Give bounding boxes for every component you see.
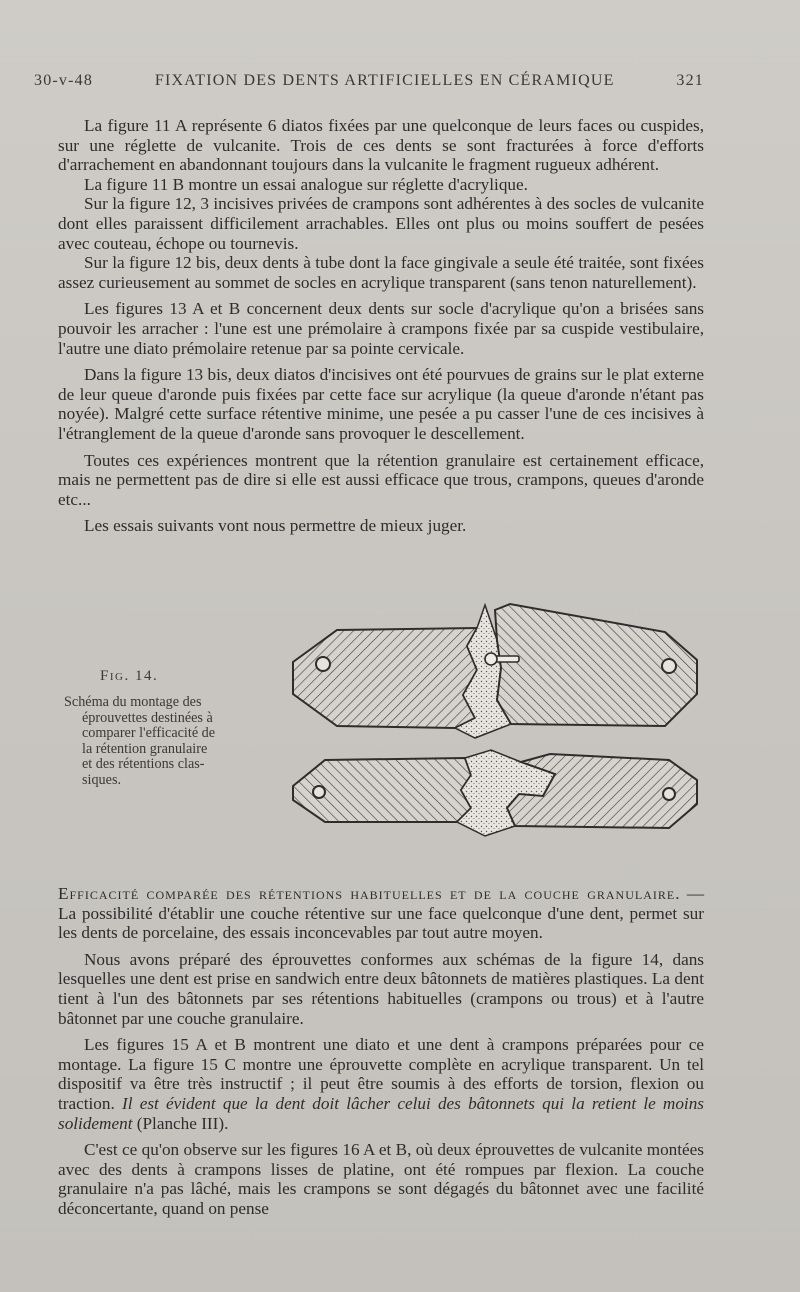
para-15-end: (Planche III). — [132, 1113, 229, 1133]
running-head — [34, 72, 704, 90]
section-first-paragraph: La possibilité d'établir une couche rétentive sur une face quelconque d'une dent, permet sur les dents de porcelaine, des essais inconcevables par tout autre moyen. — [58, 903, 704, 943]
rod-hole — [313, 786, 325, 798]
lower-text — [58, 884, 704, 1219]
paragraph: Dans la figure 13 bis, deux diatos d'incisives ont été pourvues de grains sur le plat externe de leur queue d'aronde puis fixées par cette face sur acrylique (la queue d'aronde n'étant pas noyée). Malgré cette surface rétentive minime, une pesée a pu casser l'une de ces incisives à l'étranglement de la queue d'aronde sans provoquer le descellement. — [58, 365, 704, 443]
figure-caption-text — [64, 695, 269, 789]
caption-line: la rétention granulaire — [82, 740, 208, 757]
para-15-main: Les figures 15 A et B montrent une diato et une dent à crampons préparées pour ce montage. La figure 15 C montre une éprouvette complète en acrylique transparent. Un tel dispositif va être très instructif ; il peut être soumis à des efforts de torsion, flexion ou traction. — [58, 1035, 704, 1113]
section-paragraph — [58, 884, 704, 943]
figure-caption — [64, 668, 269, 789]
paragraph: Sur la figure 12, 3 incisives privées de crampons sont adhérentes à des socles de vulcanite dont elles paraissent difficilement arrachables. Elles ont plus ou moins souffert de pesées avec couteau, échope ou tournevis. — [58, 194, 704, 253]
upper-specimen — [293, 604, 697, 738]
caption-line: comparer l'efficacité de — [82, 725, 216, 742]
figure-14-diagram — [285, 590, 705, 840]
lower-specimen — [293, 750, 697, 836]
paragraph: Les figures 13 A et B concernent deux dents sur socle d'acrylique qu'on a brisées sans pouvoir les arracher : l'une est une prémolaire à crampons fixée par sa cuspide vestibulaire, l'autre une diato prémolaire retenue par sa pointe cervicale. — [58, 299, 704, 358]
paragraph: Sur la figure 12 bis, deux dents à tube dont la face gingivale a seule été traitée, sont fixées assez curieusement au sommet de socles en acrylique transparent (sans tenon naturellement). — [58, 253, 704, 292]
paragraph: La figure 11 A représente 6 diatos fixées par une quelconque de leurs faces ou cuspides, sur une réglette de vulcanite. Trois de ces dents se sont fracturées à force d'efforts d'arrachement en abandonnant toujours dans la vulcanite le fragment rugueux adhérent. — [58, 116, 704, 175]
rod-hole — [663, 788, 675, 800]
caption-line: éprouvettes destinées à — [82, 709, 213, 726]
paragraph: La figure 11 B montre un essai analogue sur réglette d'acrylique. — [84, 174, 528, 194]
left-rod — [293, 628, 477, 728]
caption-line: et des rétentions clas- — [82, 756, 205, 773]
crampon-head — [485, 653, 497, 665]
running-head-date: 30-v-48 — [34, 72, 94, 89]
caption-line: siques. — [82, 771, 122, 788]
section-heading: Efficacité comparée des rétentions habituelles et de la couche granulaire. — [58, 884, 681, 903]
paragraph-figures-15 — [58, 1035, 704, 1133]
paragraph: Nous avons préparé des éprouvettes conformes aux schémas de la figure 14, dans lesquelles une dent est prise en sandwich entre deux bâtonnets de matières plastiques. La dent tient à l'un des bâtonnets par ses rétentions habituelles (crampons ou trous) et à l'autre bâtonnet par une couche granulaire. — [58, 949, 704, 1028]
para-15-italic: Il est évident que la dent doit lâcher celui des bâtonnets qui la retient le moins solidement — [58, 1093, 704, 1133]
rod-hole — [316, 657, 330, 671]
rod-hole — [662, 659, 676, 673]
figure-label: Fig. 14. — [100, 668, 159, 684]
caption-line: Schéma du montage des — [64, 694, 202, 710]
page-number: 321 — [676, 72, 704, 89]
paragraph: Les essais suivants vont nous permettre de mieux juger. — [84, 516, 467, 536]
running-head-title: FIXATION DES DENTS ARTIFICIELLES EN CÉRAMIQUE — [154, 72, 615, 89]
paragraph: C'est ce qu'on observe sur les figures 16 A et B, où deux éprouvettes de vulcanite montées avec des dents à crampons lisses de platine, ont été rompues par flexion. La couche granulaire n'a pas lâché, mais les crampons se sont dégagés du bâtonnet avec une facilité déconcertante, quand on pense — [58, 1140, 704, 1218]
section-dash: — — [680, 884, 704, 903]
paragraph: Toutes ces expériences montrent que la rétention granulaire est certainement efficace, mais ne permettent pas de dire si elle est aussi efficace que trous, crampons, queues d'aronde etc... — [58, 450, 704, 509]
upper-text — [58, 116, 704, 536]
